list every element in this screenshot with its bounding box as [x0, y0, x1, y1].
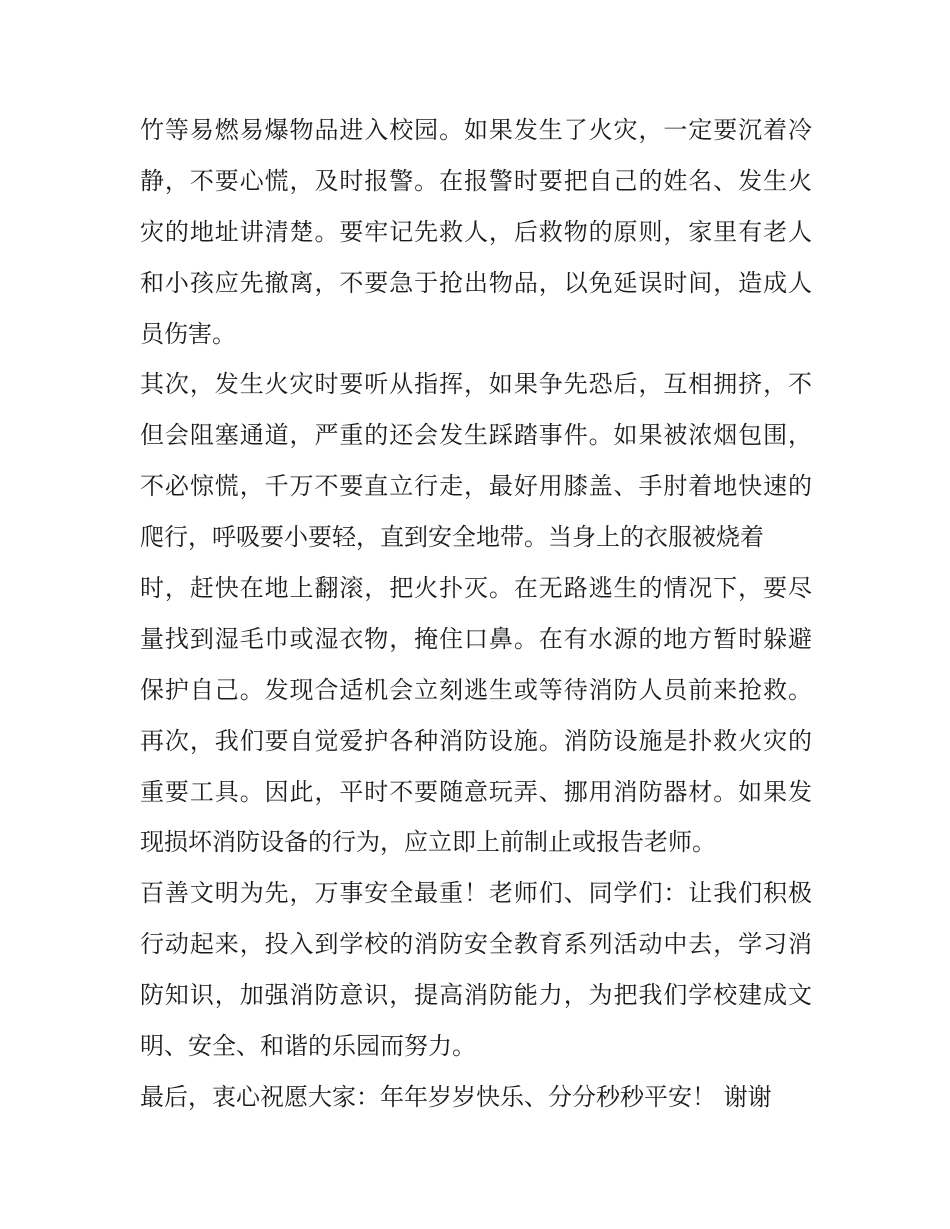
text-line: 防知识，加强消防意识，提高消防能力，为把我们学校建成文 — [140, 981, 812, 1010]
text-line: 百善文明为先，万事安全最重！老师们、同学们：让我们积极 — [140, 879, 812, 908]
text-line: 静，不要心慌，及时报警。在报警时要把自己的姓名、发生火 — [140, 166, 812, 195]
text-line: 再次，我们要自觉爱护各种消防设施。消防设施是扑救火灾的 — [140, 726, 812, 755]
text-line: 不必惊慌，千万不要直立行走，最好用膝盖、手肘着地快速的 — [140, 472, 812, 501]
text-line: 其次，发生火灾时要听从指挥，如果争先恐后，互相拥挤，不 — [140, 370, 812, 399]
paragraph — [140, 105, 812, 359]
text-line: 时，赶快在地上翻滚，把火扑灭。在无路逃生的情况下，要尽 — [140, 574, 812, 603]
document-body — [140, 105, 812, 1123]
paragraph — [140, 868, 812, 1072]
paragraph — [140, 716, 812, 869]
text-line: 最后，衷心祝愿大家：年年岁岁快乐、分分秒秒平安！ 谢谢 — [140, 1082, 772, 1111]
text-line: 爬行，呼吸要小要轻，直到安全地带。当身上的衣服被烧着 — [140, 523, 764, 552]
text-line: 灾的地址讲清楚。要牢记先救人，后救物的原则，家里有老人 — [140, 217, 812, 246]
text-line: 但会阻塞通道，严重的还会发生踩踏事件。如果被浓烟包围， — [140, 421, 812, 450]
paragraph — [140, 1072, 812, 1123]
text-line: 明、安全、和谐的乐园而努力。 — [140, 1032, 476, 1061]
text-line: 员伤害。 — [140, 319, 236, 348]
text-line: 保护自己。发现合适机会立刻逃生或等待消防人员前来抢救。 — [140, 675, 812, 704]
text-line: 竹等易燃易爆物品进入校园。如果发生了火灾，一定要沉着冷 — [140, 116, 812, 144]
text-line: 行动起来，投入到学校的消防安全教育系列活动中去，学习消 — [140, 930, 812, 959]
text-line: 重要工具。因此，平时不要随意玩弄、挪用消防器材。如果发 — [140, 777, 812, 806]
text-line: 和小孩应先撤离，不要急于抢出物品，以免延误时间，造成人 — [140, 268, 812, 297]
text-line: 现损坏消防设备的行为，应立即上前制止或报告老师。 — [140, 828, 716, 857]
text-line: 量找到湿毛巾或湿衣物，掩住口鼻。在有水源的地方暂时躲避 — [140, 624, 812, 653]
paragraph — [140, 359, 812, 715]
